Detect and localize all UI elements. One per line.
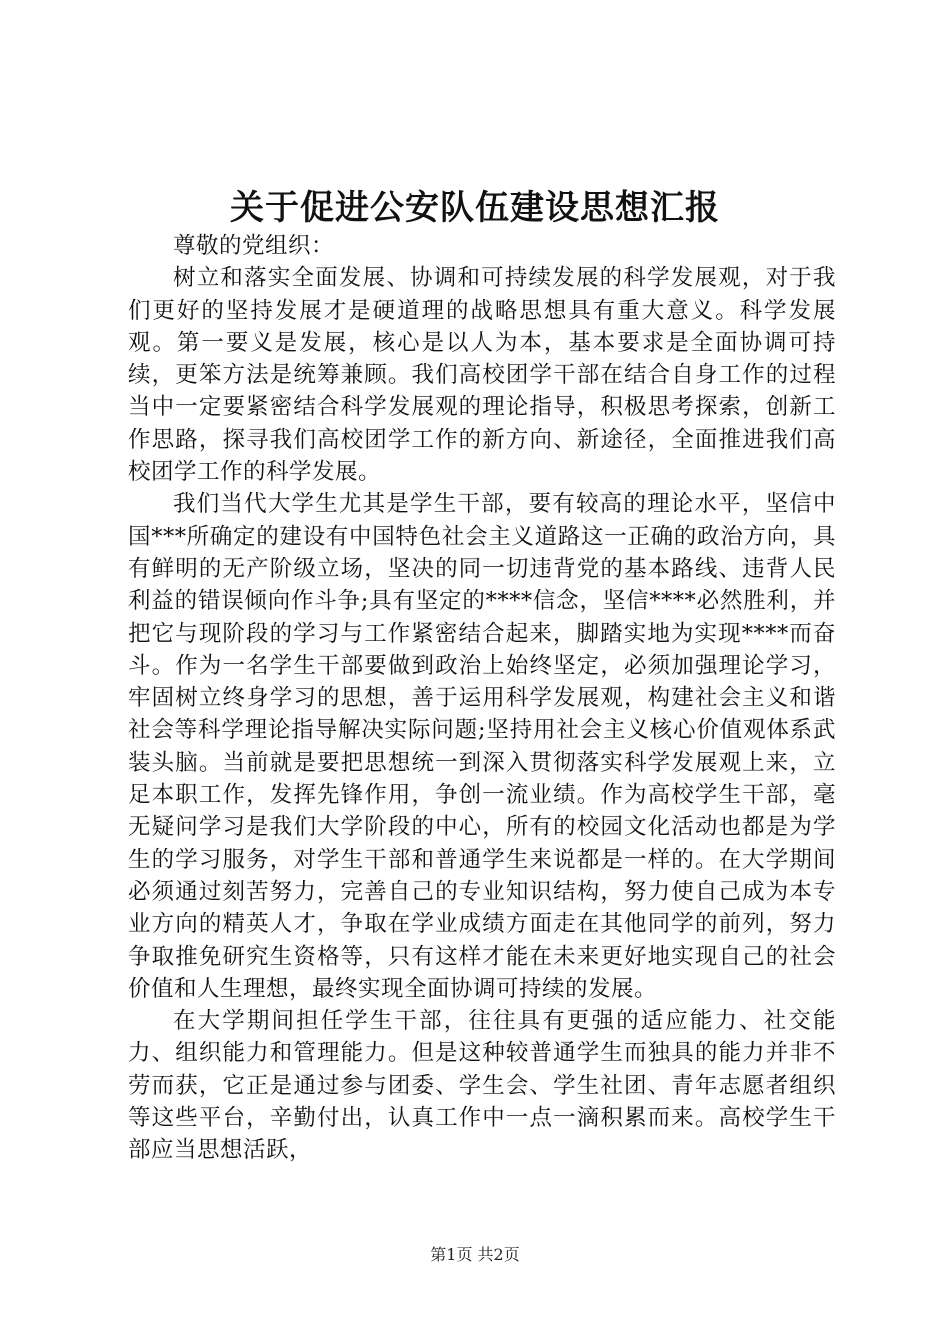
paragraph-3: 在大学期间担任学生干部，往往具有更强的适应能力、社交能力、组织能力和管理能力。但是这种较普通学生而独具的能力并非不劳而获，它正是通过参与团委、学生会、学生社团、青年志愿者组织等这些平台，辛勤付出，认真工作中一点一滴积累而来。高校学生干部应当思想活跃， (128, 1008, 836, 1164)
document-title: 关于促进公安队伍建设思想汇报 (230, 188, 720, 228)
paragraph-1: 树立和落实全面发展、协调和可持续发展的科学发展观，对于我们更好的坚持发展才是硬道理的战略思想具有重大意义。科学发展观。第一要义是发展，核心是以人为本，基本要求是全面协调可持续，更笨方法是统筹兼顾。我们高校团学干部在结合自身工作的过程当中一定要紧密结合科学发展观的理论指导，积极思考探索，创新工作思路，探寻我们高校团学工作的新方向、新途径，全面推进我们高校团学工作的科学发展。 (128, 265, 836, 486)
page-footer: 第1页 共2页 (430, 1245, 520, 1264)
salutation: 尊敬的党组织： (173, 233, 335, 259)
paragraph-2: 我们当代大学生尤其是学生干部，要有较高的理论水平，坚信中国***所确定的建设有中国特色社会主义道路这一正确的政治方向，具有鲜明的无产阶级立场，坚决的同一切违背党的基本路线、违背人民利益的错误倾向作斗争;具有坚定的****信念，坚信****必然胜利，并把它与现阶段的学习与工作紧密结合起来，脚踏实地为实现****而奋斗。作为一名学生干部要做到政治上始终坚定，必须加强理论学习，牢固树立终身学习的思想，善于运用科学发展观，构建社会主义和谐社会等科学理论指导解决实际问题;坚持用社会主义核心价值观体系武装头脑。当前就是要把思想统一到深入贯彻落实科学发展观上来，立足本职工作，发挥先锋作用，争创一流业绩。作为高校学生干部，毫无疑问学习是我们大学阶段的中心，所有的校园文化活动也都是为学生的学习服务，对学生干部和普通学生来说都是一样的。在大学期间必须通过刻苦努力，完善自己的专业知识结构，努力使自己成为本专业方向的精英人才，争取在学业成绩方面走在其他同学的前列，努力争取推免研究生资格等，只有这样才能在未来更好地实现自己的社会价值和人生理想，最终实现全面协调可持续的发展。 (128, 491, 836, 1002)
document-body (128, 230, 836, 1167)
